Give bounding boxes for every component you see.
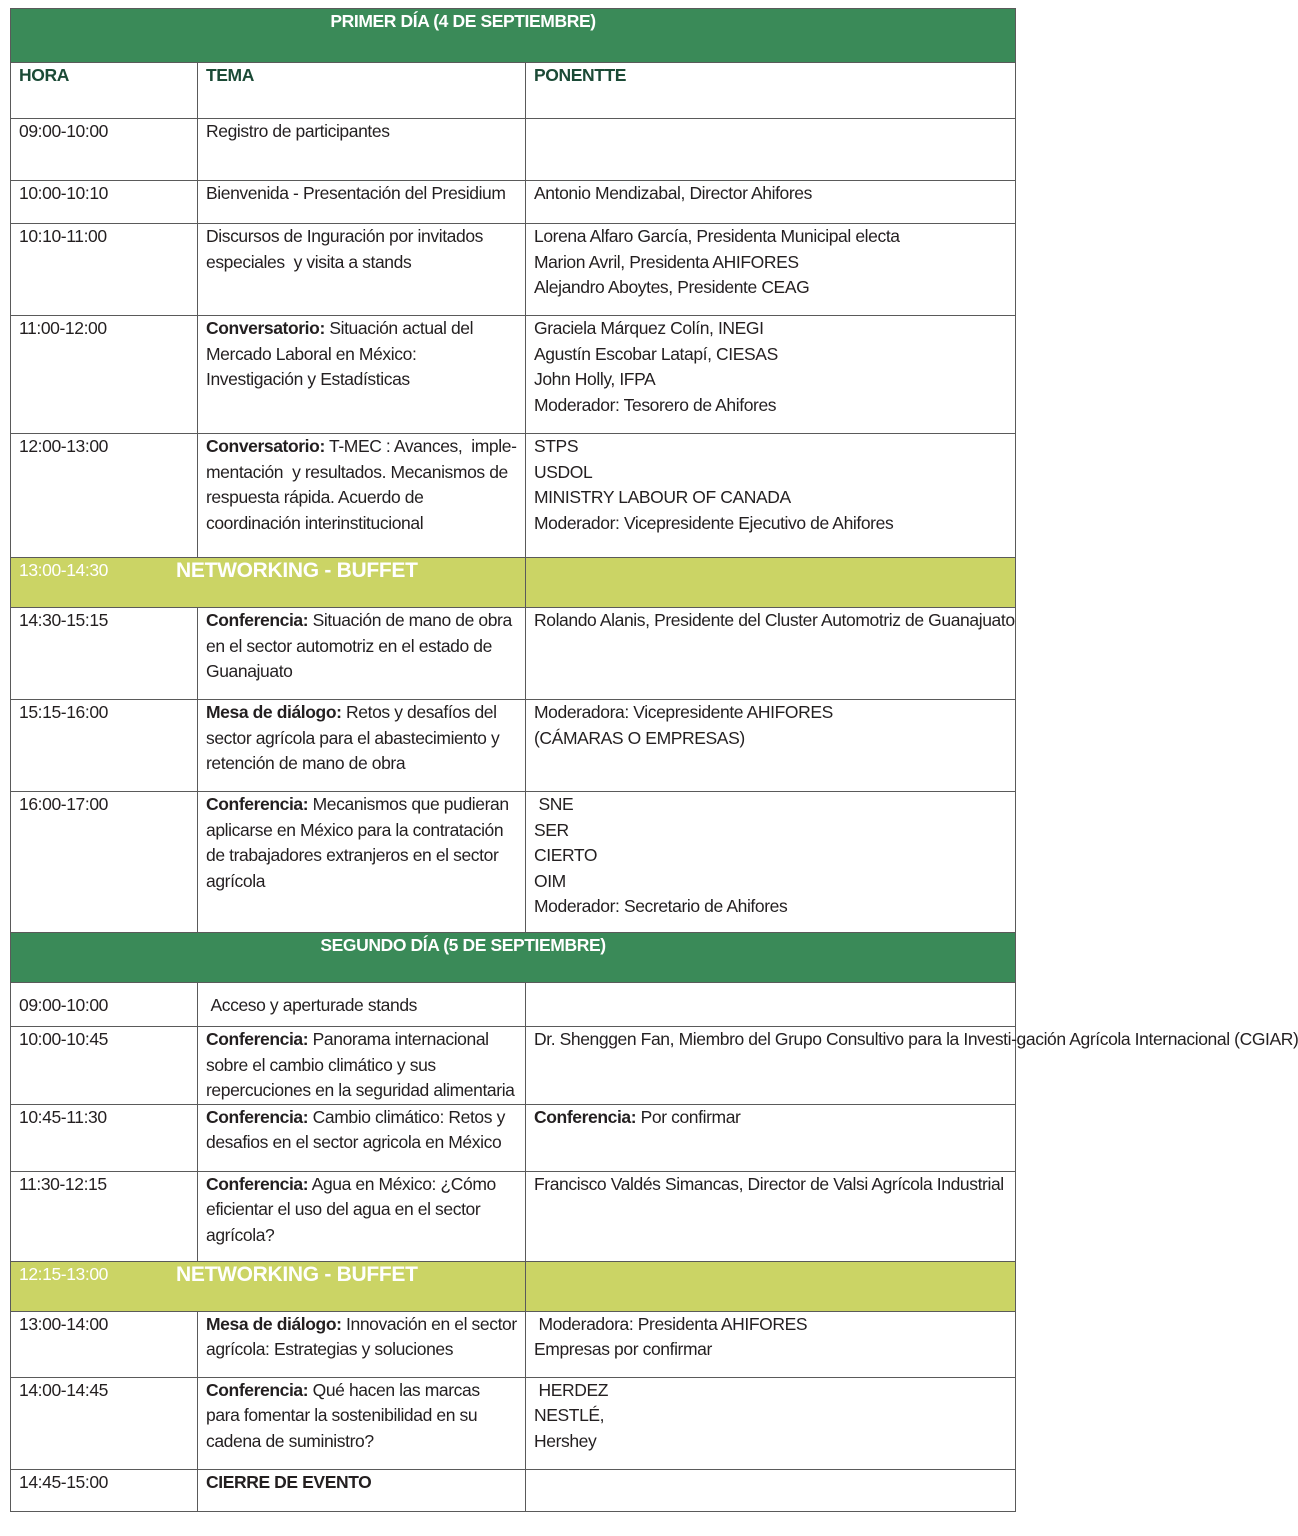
session-topic [198, 224, 526, 316]
speaker-line [534, 1105, 1007, 1131]
session-group [11, 608, 1016, 933]
table-row [11, 1469, 1016, 1511]
session-type-label: Conferencia: [206, 610, 309, 630]
session-topic [198, 1377, 526, 1469]
session-time: 09:00-10:00 [11, 983, 198, 1027]
day-banner [11, 9, 1016, 63]
session-topic [198, 608, 526, 700]
session-speakers [526, 181, 1016, 224]
speaker-line: Lorena Alfaro García, Presidenta Municipal electa [534, 226, 900, 246]
table-row [11, 700, 1016, 792]
speaker-line: Dr. Shenggen Fan, Miembro del Grupo Consultivo para la Investi-gación Agrícola Internacional (CGIAR) [534, 1029, 1298, 1049]
speaker-line: Francisco Valdés Simancas, Director de Valsi Agrícola Industrial [534, 1173, 1004, 1194]
day-title: SEGUNDO DÍA (5 DE SEPTIEMBRE) [320, 935, 606, 955]
session-type-label: Conferencia: [206, 1173, 309, 1194]
session-time: 14:00-14:45 [11, 1377, 198, 1469]
table-row [11, 224, 1016, 316]
table-header [11, 63, 1016, 119]
session-speakers [526, 1104, 1016, 1171]
table-row [11, 1311, 1016, 1377]
session-time: 10:00-10:45 [11, 1027, 198, 1105]
table-row [11, 1104, 1016, 1171]
table-row [11, 792, 1016, 933]
speaker-line: MINISTRY LABOUR OF CANADA [534, 487, 791, 507]
speaker-line: Moderadora: Vicepresidente AHIFORES [534, 702, 833, 722]
session-topic-text: Agua en México: ¿Cómo eficientar el uso del agua en el sector agrícola? [206, 1173, 501, 1245]
column-header-hora: HORA [11, 63, 198, 119]
column-header-ponente: PONENTTE [526, 63, 1016, 119]
session-speakers [526, 1027, 1298, 1105]
session-topic-text: Situación actual del Mercado Laboral en México: Investigación y Estadísticas [206, 318, 478, 389]
session-topic-text: Situación de mano de obra en el sector automotriz en el estado de Guanajuato [206, 610, 517, 681]
session-time: 15:15-16:00 [11, 700, 198, 792]
session-time: 13:00-14:00 [11, 1311, 198, 1377]
session-speakers [526, 316, 1016, 434]
speaker-text: Por confirmar [636, 1106, 741, 1127]
session-speakers [526, 1469, 1016, 1511]
speaker-line: Moderador: Vicepresidente Ejecutivo de Ahifores [534, 512, 894, 533]
speaker-line: CIERTO [534, 845, 598, 865]
speaker-line: Moderadora: Presidenta AHIFORES [534, 1313, 808, 1334]
session-type-label: CIERRE DE EVENTO [206, 1471, 372, 1492]
speaker-line: Antonio Mendizabal, Director Ahifores [534, 183, 812, 203]
session-time: 14:45-15:00 [11, 1469, 198, 1511]
session-topic [198, 316, 526, 434]
session-type-label: Conversatorio: [206, 436, 325, 456]
session-group [11, 119, 1016, 558]
session-speakers [526, 434, 1016, 558]
session-speakers [526, 983, 1016, 1027]
session-time: 14:30-15:15 [11, 608, 198, 700]
session-type-label: Conferencia: [206, 1106, 309, 1127]
speaker-line: John Holly, IFPA [534, 369, 656, 389]
session-topic [198, 792, 526, 933]
session-topic [198, 119, 526, 181]
table-row [11, 316, 1016, 434]
session-topic-text: T-MEC : Avances, imple-mentación y resultados. Mecanismos de respuesta rápida. Acuerdo de coordinación interinstitucional [206, 436, 517, 533]
session-topic [198, 700, 526, 792]
day-banner [11, 933, 1016, 983]
speaker-line: (CÁMARAS O EMPRESAS) [534, 727, 745, 748]
session-time: 12:00-13:00 [11, 434, 198, 558]
day-title: PRIMER DÍA (4 DE SEPTIEMBRE) [330, 11, 596, 31]
break-row [11, 558, 1016, 608]
speaker-line: Marion Avril, Presidenta AHIFORES [534, 251, 799, 272]
session-topic-text: Mecanismos que pudieran aplicarse en México para la contratación de trabajadores extranjeros en el sector agrícola [206, 794, 514, 891]
speaker-line: SNE [534, 794, 574, 814]
session-time: 11:00-12:00 [11, 316, 198, 434]
speaker-line: USDOL [534, 461, 593, 482]
session-type-label: Conferencia: [206, 1029, 309, 1049]
session-time: 10:00-10:10 [11, 181, 198, 224]
break-row [11, 1261, 1016, 1311]
session-topic-text: Cambio climático: Retos y desafios en el sector agricola en México [206, 1106, 510, 1152]
session-speakers [526, 792, 1016, 933]
session-speakers [526, 608, 1016, 700]
session-type-label: Conferencia: [206, 794, 309, 814]
session-speakers [526, 119, 1016, 181]
break-time: 12:15-13:00 [19, 1263, 109, 1284]
table-row [11, 983, 1016, 1027]
speaker-line: OIM [534, 870, 566, 891]
session-group [11, 983, 1298, 1262]
break-label: NETWORKING - BUFFET [176, 1262, 418, 1286]
session-topic [198, 1469, 526, 1511]
session-time: 09:00-10:00 [11, 119, 198, 181]
session-type-label: Conferencia: [206, 1379, 309, 1400]
session-topic [198, 434, 526, 558]
speaker-line: STPS [534, 436, 579, 456]
agenda-table [10, 8, 1298, 1512]
session-topic-text: Innovación en el sector agrícola: Estrategias y soluciones [206, 1313, 522, 1359]
session-topic-text: Acceso y aperturade stands [206, 995, 417, 1015]
session-topic-text: Retos y desafíos del sector agrícola para el abastecimiento y retención de mano de obra [206, 702, 504, 773]
speaker-line: Moderador: Secretario de Ahifores [534, 896, 788, 916]
table-row [11, 608, 1016, 700]
session-time: 11:30-12:15 [11, 1171, 198, 1261]
session-topic-text: Qué hacen las marcas para fomentar la sostenibilidad en su cadena de suministro? [206, 1379, 485, 1451]
session-speakers [526, 1311, 1016, 1377]
session-speakers [526, 700, 1016, 792]
table-row [11, 1377, 1016, 1469]
session-group [11, 1311, 1016, 1511]
session-topic [198, 1104, 526, 1171]
table-row [11, 1171, 1016, 1261]
speaker-line: SER [534, 819, 569, 840]
session-type-label: Mesa de diálogo: [206, 1313, 342, 1334]
speaker-line: HERDEZ [534, 1379, 609, 1400]
table-row [11, 181, 1016, 224]
session-topic-text: Panorama internacional sobre el cambio climático y sus repercuciones en la seguridad alimentaria [206, 1029, 515, 1100]
session-type-label: Conversatorio: [206, 318, 325, 338]
session-time: 10:45-11:30 [11, 1104, 198, 1171]
session-topic-text: Discursos de Inguración por invitados especiales y visita a stands [206, 226, 488, 272]
session-topic [198, 983, 526, 1027]
speaker-line: Agustín Escobar Latapí, CIESAS [534, 343, 778, 364]
column-header-tema: TEMA [198, 63, 526, 119]
speaker-line: Rolando Alanis, Presidente del Cluster Automotriz de Guanajuato [534, 610, 1015, 630]
speaker-line: Graciela Márquez Colín, INEGI [534, 318, 764, 338]
session-topic-text: Bienvenida - Presentación del Presidium [206, 183, 506, 203]
table-row [11, 434, 1016, 558]
speaker-line: Alejandro Aboytes, Presidente CEAG [534, 277, 810, 297]
session-topic [198, 1171, 526, 1261]
speaker-line: Moderador: Tesorero de Ahifores [534, 394, 777, 415]
session-topic [198, 1311, 526, 1377]
speaker-line: NESTLÉ, [534, 1405, 605, 1425]
session-speakers [526, 1171, 1016, 1261]
table-row [11, 1027, 1016, 1105]
session-topic [198, 181, 526, 224]
speaker-line: Hershey [534, 1430, 597, 1451]
session-type-label: Mesa de diálogo: [206, 702, 342, 722]
table-row [11, 119, 1016, 181]
session-topic [198, 1027, 526, 1105]
session-speakers [526, 224, 1016, 316]
speaker-type-label: Conferencia: [534, 1106, 637, 1127]
break-label: NETWORKING - BUFFET [176, 559, 418, 582]
session-time: 10:10-11:00 [11, 224, 198, 316]
speaker-line: Empresas por confirmar [534, 1339, 712, 1359]
break-time: 13:00-14:30 [19, 560, 109, 580]
session-speakers [526, 1377, 1016, 1469]
session-topic-text: Registro de participantes [206, 121, 390, 141]
session-time: 16:00-17:00 [11, 792, 198, 933]
